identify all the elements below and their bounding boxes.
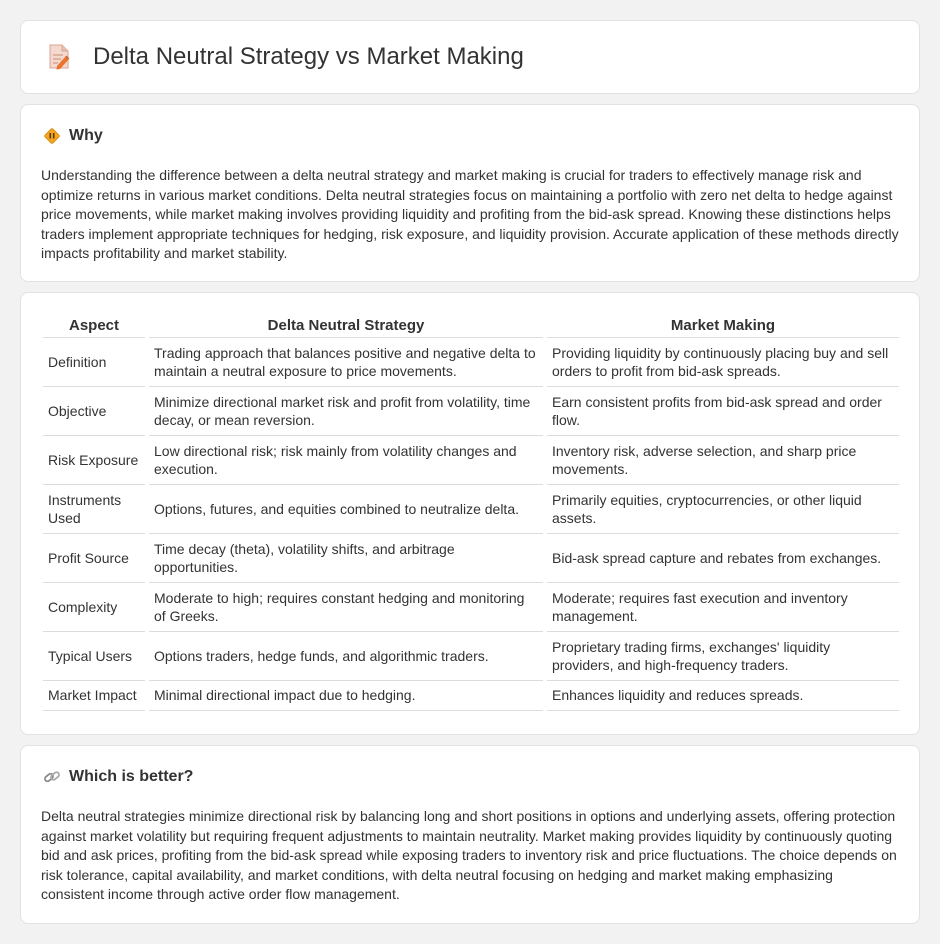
- delta-neutral-cell: Options, futures, and equities combined to neutralize delta.: [147, 484, 545, 533]
- table-row: [43, 435, 899, 484]
- why-body: Understanding the difference between a delta neutral strategy and market making is crucial for traders to effectively manage risk and optimize returns in various market conditions. Delta neutral strategies focus on maintaining a portfolio with zero net delta to hedge against price movements, while market making involves providing liquidity and profiting from the bid-ask spread. Knowing these distinctions helps traders implement appropriate techniques for hedging, risk exposure, and liquidity provision. Accurate application of these methods directly impacts profitability and market stability.: [41, 167, 899, 261]
- page-title: Delta Neutral Strategy vs Market Making: [93, 43, 524, 70]
- title-row: [47, 43, 524, 71]
- market-making-cell: Moderate; requires fast execution and inventory management.: [545, 582, 899, 631]
- aspect-cell: Complexity: [43, 582, 147, 631]
- delta-neutral-cell: Moderate to high; requires constant hedging and monitoring of Greeks.: [147, 582, 545, 631]
- better-body: Delta neutral strategies minimize directional risk by balancing long and short positions in options and underlying assets, offering protection against market volatility but requiring frequent adjustments to maintain neutrality. Market making provides liquidity by continuously quoting bid and ask prices, profiting from the bid-ask spread while exposing traders to inventory risk and price fluctuations. The choice depends on risk tolerance, capital availability, and market conditions, with delta neutral focusing on hedging and market making emphasizing consistent income through active order flow management.: [41, 808, 897, 902]
- header-card: [20, 20, 920, 94]
- diamond-sign-icon: [43, 127, 61, 145]
- header-delta-neutral: Delta Neutral Strategy: [147, 315, 545, 337]
- market-making-cell: Inventory risk, adverse selection, and sharp price movements.: [545, 435, 899, 484]
- why-title: Why: [69, 127, 103, 144]
- aspect-cell: Typical Users: [43, 631, 147, 680]
- delta-neutral-cell: Time decay (theta), volatility shifts, and arbitrage opportunities.: [147, 533, 545, 582]
- better-title: Which is better?: [69, 768, 194, 785]
- comparison-table: [43, 315, 899, 711]
- delta-neutral-cell: Options traders, hedge funds, and algorithmic traders.: [147, 631, 545, 680]
- delta-neutral-cell: Minimal directional impact due to hedging.: [147, 680, 545, 710]
- table-row: [43, 631, 899, 680]
- header-aspect: Aspect: [43, 315, 147, 337]
- link-icon: [43, 768, 61, 786]
- aspect-cell: Profit Source: [43, 533, 147, 582]
- comparison-section: [20, 292, 920, 735]
- market-making-cell: Enhances liquidity and reduces spreads.: [545, 680, 899, 710]
- aspect-cell: Risk Exposure: [43, 435, 147, 484]
- table-row: [43, 582, 899, 631]
- aspect-cell: Definition: [43, 337, 147, 386]
- market-making-cell: Bid-ask spread capture and rebates from exchanges.: [545, 533, 899, 582]
- market-making-cell: Primarily equities, cryptocurrencies, or other liquid assets.: [545, 484, 899, 533]
- market-making-cell: Proprietary trading firms, exchanges' liquidity providers, and high-frequency traders.: [545, 631, 899, 680]
- why-heading: [43, 127, 103, 145]
- aspect-cell: Market Impact: [43, 680, 147, 710]
- aspect-cell: Instruments Used: [43, 484, 147, 533]
- table-row: [43, 533, 899, 582]
- table-header-row: [43, 315, 899, 337]
- which-better-section: [20, 745, 920, 924]
- header-market-making: Market Making: [545, 315, 899, 337]
- delta-neutral-cell: Low directional risk; risk mainly from volatility changes and execution.: [147, 435, 545, 484]
- table-row: [43, 337, 899, 386]
- aspect-cell: Objective: [43, 386, 147, 435]
- table-row: [43, 484, 899, 533]
- delta-neutral-cell: Minimize directional market risk and profit from volatility, time decay, or mean reversion.: [147, 386, 545, 435]
- delta-neutral-cell: Trading approach that balances positive and negative delta to maintain a neutral exposure to price movements.: [147, 337, 545, 386]
- why-section: [20, 104, 920, 282]
- market-making-cell: Earn consistent profits from bid-ask spread and order flow.: [545, 386, 899, 435]
- market-making-cell: Providing liquidity by continuously placing buy and sell orders to profit from bid-ask spreads.: [545, 337, 899, 386]
- table-row: [43, 680, 899, 710]
- better-heading: [43, 768, 193, 786]
- document-pencil-icon: [47, 43, 71, 71]
- table-row: [43, 386, 899, 435]
